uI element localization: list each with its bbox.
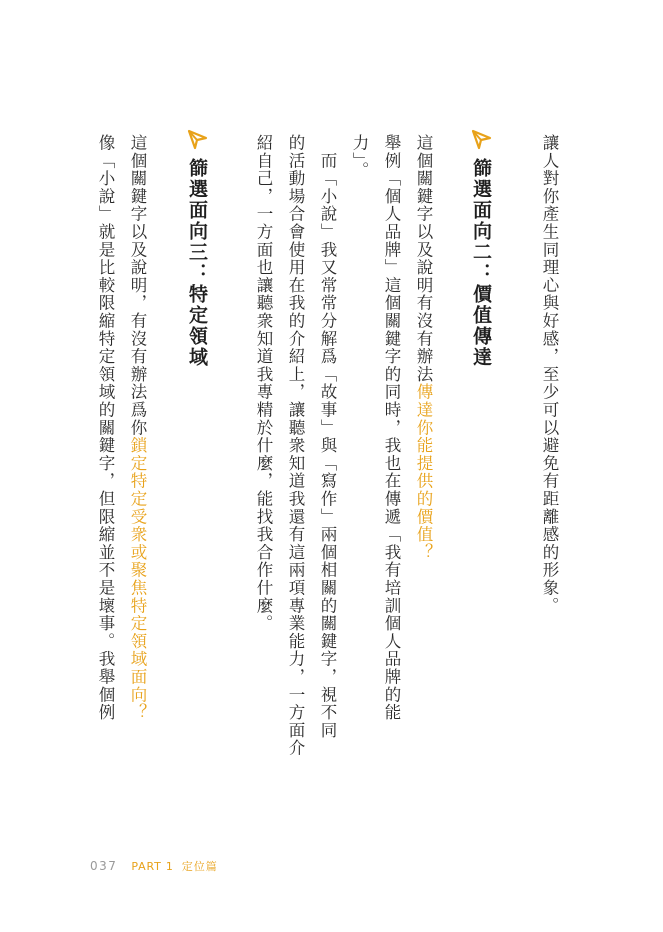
paragraph-text: 讓人對你產生同理心與好感，至少可以避免有距離感的形象。 bbox=[540, 134, 559, 615]
paragraph-text: 像「小說」就是比較限縮特定領域的關鍵字，但限縮並不是壞事。我舉個例 bbox=[96, 134, 115, 722]
part-label: PART 1 bbox=[131, 859, 174, 873]
text-column-2 bbox=[412, 134, 434, 561]
paper-plane-arrow-icon bbox=[186, 128, 208, 150]
text-column-5 bbox=[316, 134, 338, 739]
page-number: 037 bbox=[90, 859, 118, 873]
highlighted-text: 傳達你能提供的價值？ bbox=[414, 383, 433, 562]
page-footer bbox=[90, 858, 218, 874]
paragraph-text: 力」。 bbox=[350, 134, 369, 180]
text-column-8 bbox=[126, 134, 148, 721]
paragraph-text: 這個關鍵字以及說明，有沒有辦法爲你 bbox=[128, 134, 147, 437]
paragraph-text: 舉例「個人品牌」這個關鍵字的同時，我也在傳遞「我有培訓個人品牌的能 bbox=[382, 134, 401, 722]
section-heading-value bbox=[468, 128, 494, 388]
highlighted-text: 鎖定特定受衆或聚焦特定領域面向？ bbox=[128, 436, 147, 722]
text-column-9 bbox=[94, 134, 116, 721]
heading-title: 篩選面向三：特定領域 bbox=[186, 158, 208, 368]
paragraph-text: 而「小說」我又常常分解爲「故事」與「寫作」兩個相關的關鍵字，視不同 bbox=[318, 134, 337, 740]
text-column-6 bbox=[284, 134, 306, 757]
section-label: 定位篇 bbox=[181, 860, 218, 873]
heading-title: 篩選面向二：價值傳達 bbox=[470, 158, 492, 368]
text-column-4 bbox=[348, 134, 370, 179]
paragraph-text: 這個關鍵字以及說明有沒有辦法 bbox=[414, 134, 433, 384]
section-heading-domain bbox=[184, 128, 210, 388]
text-column-7 bbox=[252, 134, 274, 632]
paragraph-text: 的活動場合會使用在我的介紹上，讓聽衆知道我還有這兩項專業能力，一方面介 bbox=[286, 134, 305, 757]
paper-plane-arrow-icon bbox=[470, 128, 492, 150]
paragraph-text: 紹自己，一方面也讓聽衆知道我專精於什麼，能找我合作什麼。 bbox=[254, 134, 273, 633]
text-column-1 bbox=[538, 134, 560, 615]
text-column-3 bbox=[380, 134, 402, 721]
